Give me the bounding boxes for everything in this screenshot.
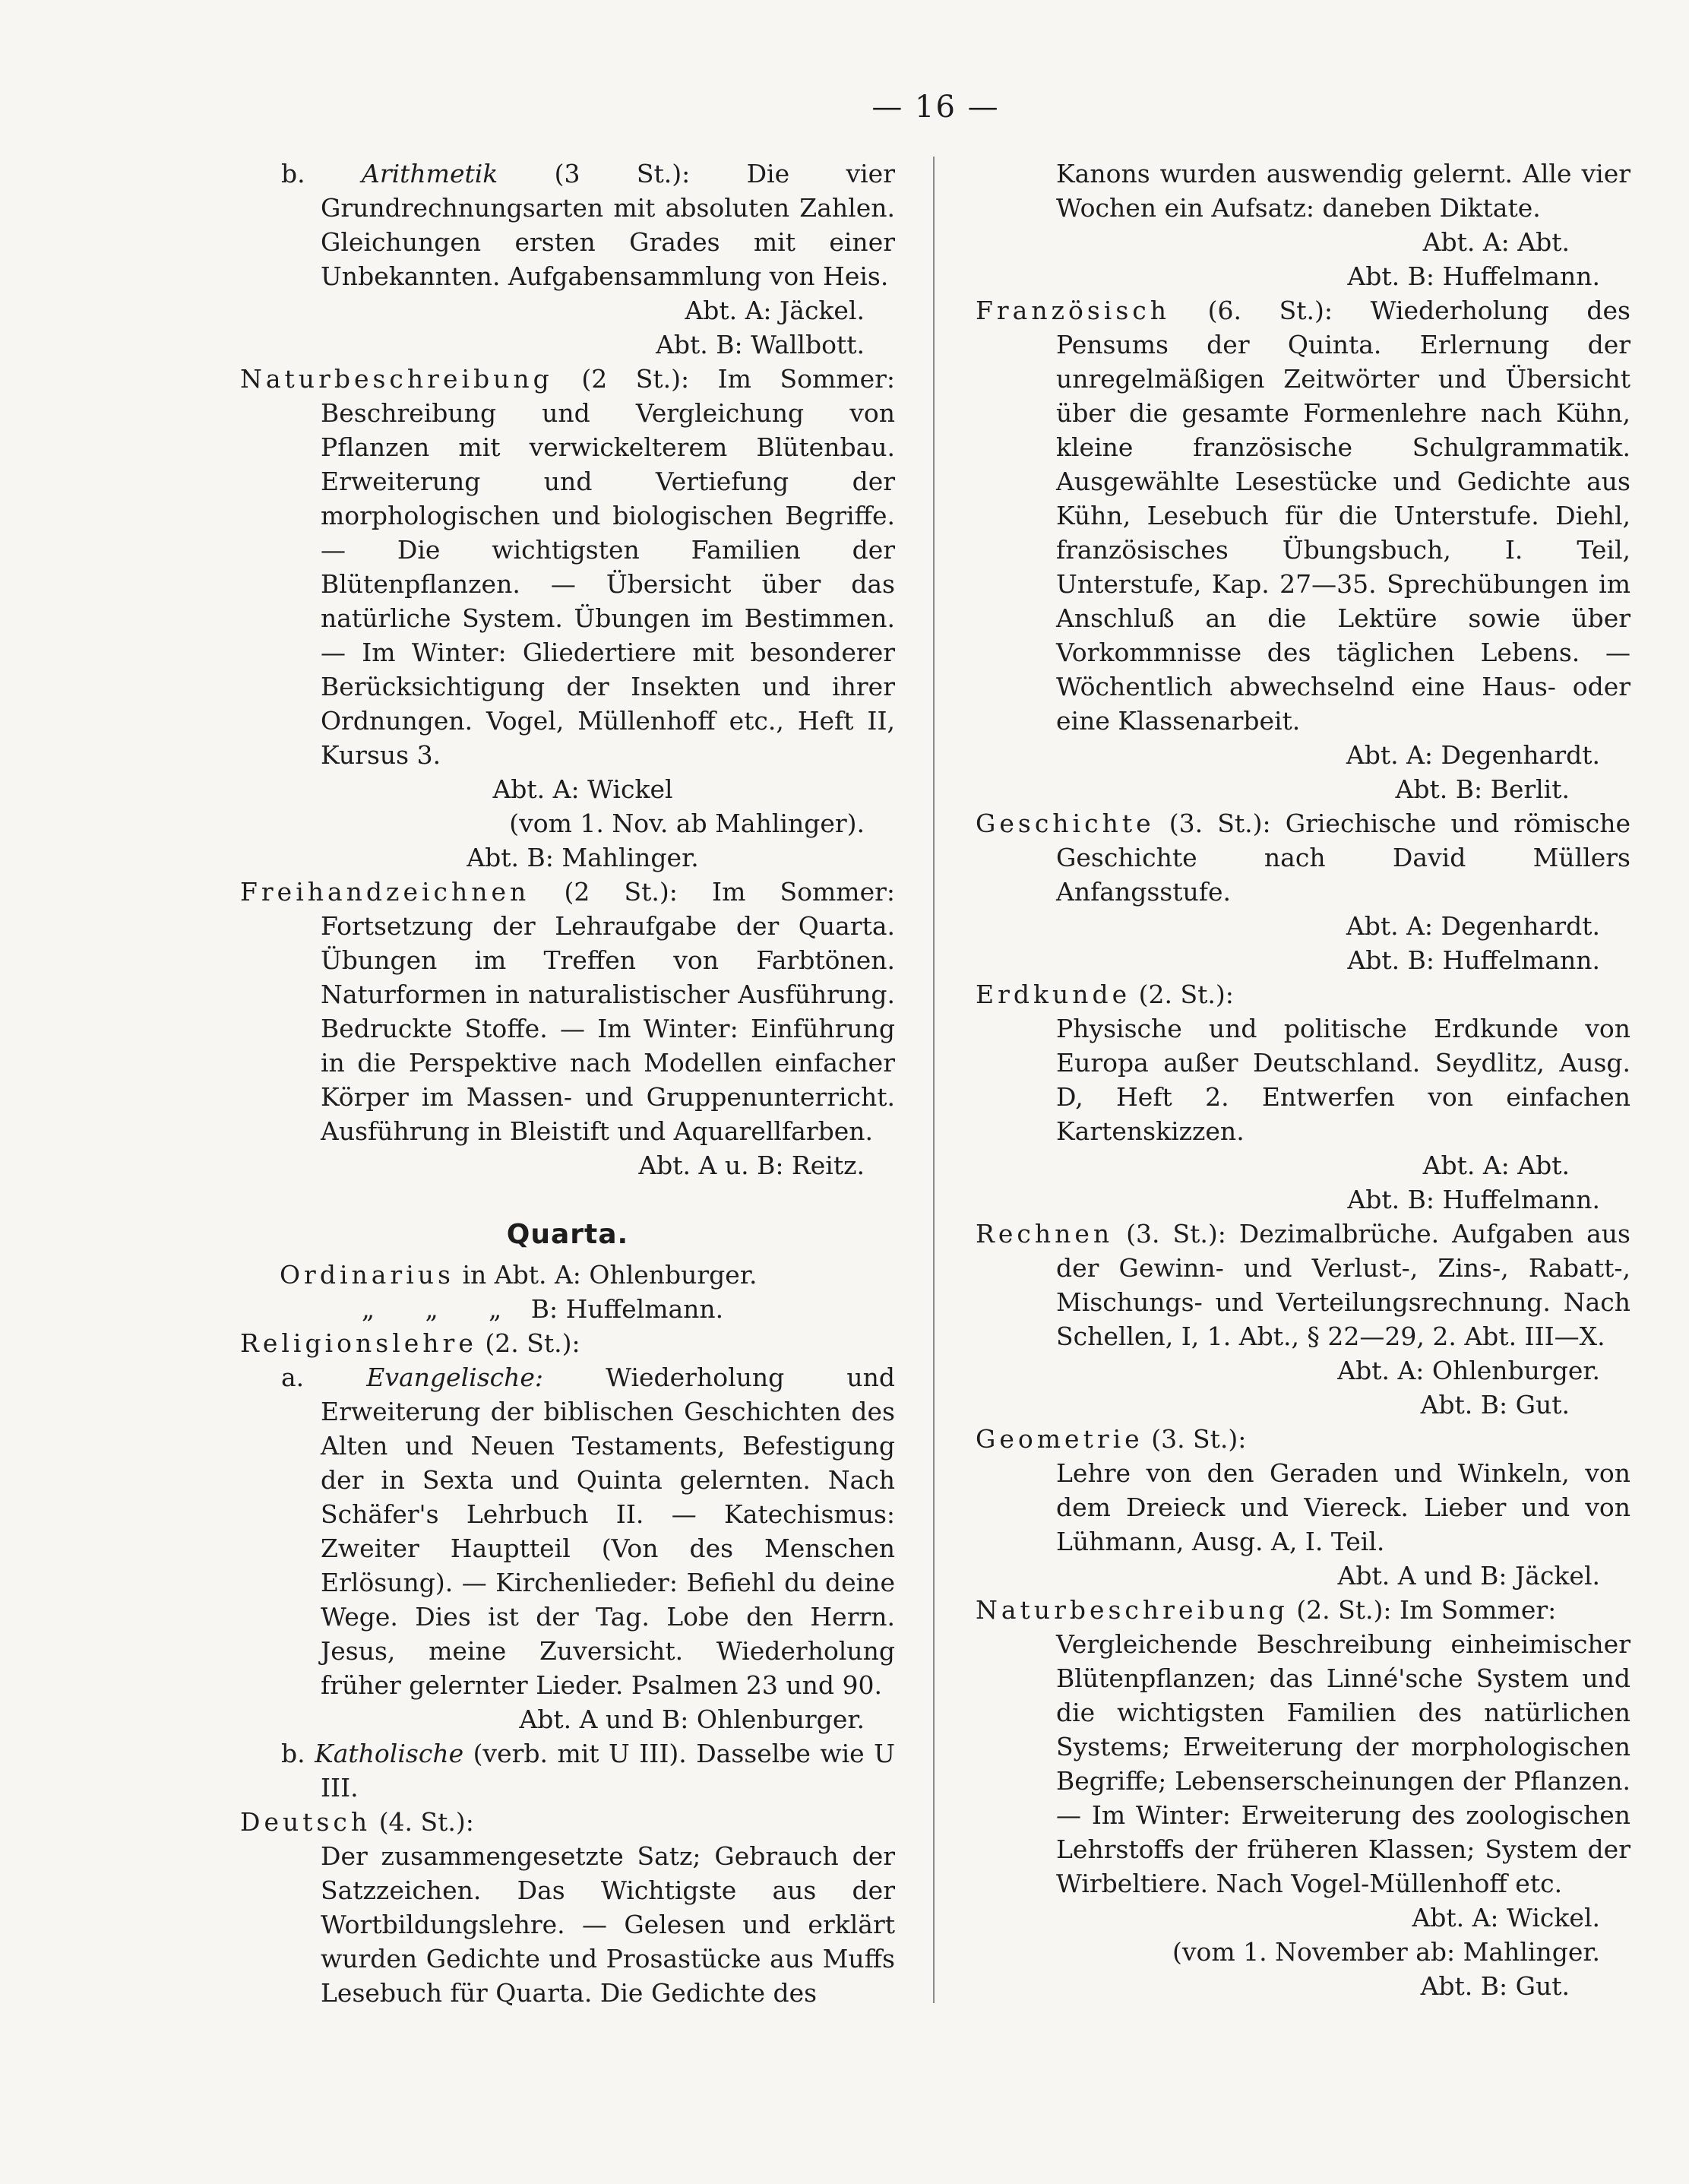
left-column: [240, 157, 895, 2010]
rechnen-abt-a: Abt. A: Ohlenburger.: [1337, 1356, 1600, 1385]
religion-a-text: Wiederholung und Erweiterung der biblischen Geschichten des Alten und Neuen Testaments, Befestigung der in Sexta und Quinta gelernten. Nach Schäfer's Lehrbuch II. — Katechismus: Zweiter Hauptteil (Von des Menschen Erlösung). — Kirchenlieder: Befiehl du deine Wege. Dies ist der Tag. Lobe den Herrn. Jesus, meine Zuversicht. Wiederholung früher gelernter Lieder. Psalmen 23 und 90.: [321, 1363, 895, 1700]
geometrie-label: Geometrie: [976, 1424, 1143, 1454]
ordinarius-b-value: B: Huffelmann.: [530, 1294, 724, 1324]
religion-katholisch: [240, 1736, 895, 1805]
column-divider: [933, 157, 935, 2003]
deutsch-text: Der zusammengesetzte Satz; Gebrauch der Satzzeichen. Das Wichtigste aus der Wortbildungslehre. — Gelesen und erklärt wurden Gedichte und Prosastücke aus Muffs Lesebuch für Quarta. Die Gedichte des: [321, 1841, 895, 2008]
rechnen-entry: [976, 1217, 1630, 1353]
deutsch-abt-b: Abt. B: Huffelmann.: [1347, 261, 1600, 291]
naturbeschreibung2-label: Naturbeschreibung: [976, 1595, 1289, 1625]
arithmetik-text: (3 St.): Die vier Grundrechnungsarten mit absoluten Zahlen. Gleichungen ersten Grades mit einer Unbekannten. Aufgabensammlung von Heis.: [321, 159, 895, 291]
franzoesisch-label: Französisch: [976, 296, 1171, 325]
erdkunde-suffix: (2. St.):: [1138, 980, 1234, 1009]
naturbeschreibung-label: Naturbeschreibung: [240, 364, 553, 394]
ordinarius-label: Ordinarius: [280, 1260, 454, 1290]
deutsch-continued-text: Kanons wurden auswendig gelernt. Alle vier Wochen ein Aufsatz: daneben Diktate.: [1056, 159, 1630, 223]
geschichte-entry: [976, 806, 1630, 909]
right-column: [976, 157, 1630, 2003]
religion-evangelisch: [240, 1360, 895, 1702]
naturbeschreibung2-heading: [976, 1593, 1630, 1627]
deutsch-label: Deutsch: [240, 1807, 372, 1837]
deutsch-heading: [240, 1805, 895, 1839]
naturbeschreibung-abt-a: Abt. A: Wickel: [492, 774, 673, 804]
erdkunde-text: Physische und politische Erdkunde von Europa außer Deutschland. Seydlitz, Ausg. D, Heft 2. Entwerfen von einfachen Kartenskizzen.: [1056, 1014, 1630, 1146]
religionslehre-suffix: (2. St.):: [485, 1328, 580, 1358]
geschichte-text: (3. St.): Griechische und römische Geschichte nach David Müllers Anfangsstufe.: [1056, 809, 1630, 907]
erdkunde-abt-b: Abt. B: Huffelmann.: [1347, 1185, 1600, 1214]
geschichte-abt-a: Abt. A: Degenhardt.: [1346, 911, 1600, 941]
religion-b-label: Katholische: [315, 1739, 464, 1768]
page-number: — 16 —: [871, 90, 1000, 125]
naturbeschreibung2-abt-a: Abt. A: Wickel.: [1412, 1903, 1600, 1932]
naturbeschreibung-abt-b: Abt. B: Mahlinger.: [467, 843, 699, 872]
naturbeschreibung-text: (2 St.): Im Sommer: Beschreibung und Vergleichung von Pflanzen mit verwickelterem Blütenbau. Erweiterung und Vertiefung der morphologischen und biologischen Begriffe. — Die wichtigsten Familien der Blütenpflanzen. — Übersicht über das natürliche System. Übungen im Bestimmen. — Im Winter: Gliedertiere mit besonderer Berücksichtigung der Insekten und ihrer Ordnungen. Vogel, Müllenhoff etc., Heft II, Kursus 3.: [321, 364, 895, 770]
erdkunde-abt-a: Abt. A: Abt.: [1422, 1151, 1570, 1180]
naturbeschreibung-entry: [240, 362, 895, 772]
geometrie-heading: [976, 1422, 1630, 1456]
franzoesisch-text: (6. St.): Wiederholung des Pensums der Quinta. Erlernung der unregelmäßigen Zeitwörter und Übersicht über die gesamte Formenlehre nach Kühn, kleine französische Schulgrammatik. Ausgewählte Lesestücke und Gedichte aus Kühn, Lesebuch für die Unterstufe. Diehl, französisches Übungsbuch, I. Teil, Unterstufe, Kap. 27—35. Sprechübungen im Anschluß an die Lektüre sowie über Vorkommnisse des täglichen Lebens. — Wöchentlich abwechselnd eine Haus- oder eine Klassenarbeit.: [1056, 296, 1630, 736]
religion-b-prefix: b.: [281, 1739, 305, 1768]
freihandzeichnen-entry: [240, 875, 895, 1148]
geometrie-text: Lehre von den Geraden und Winkeln, von dem Dreieck und Viereck. Lieber und von Lühmann, Ausg. A, I. Teil.: [1056, 1458, 1630, 1556]
ordinarius-a: [240, 1258, 895, 1292]
religion-a-prefix: a.: [281, 1363, 305, 1392]
ordinarius-b: [240, 1292, 895, 1326]
naturbeschreibung2-text: Vergleichende Beschreibung einheimischer Blütenpflanzen; das Linné'sche System und die wichtigsten Familien des natürlichen Systems; Erweiterung der morphologischen Begriffe; Lebenserscheinungen der Pflanzen. — Im Winter: Erweiterung des zoologischen Lehrstoffs der früheren Klassen; System der Wirbeltiere. Nach Vogel-Müllenhoff etc.: [1056, 1629, 1630, 1898]
rechnen-label: Rechnen: [976, 1219, 1114, 1249]
naturbeschreibung2-abt-b: Abt. B: Gut.: [1420, 1971, 1570, 2001]
arithmetik-label: Arithmetik: [361, 159, 498, 188]
freihandzeichnen-text: (2 St.): Im Sommer: Fortsetzung der Lehraufgabe der Quarta. Übungen im Treffen von Farbtönen. Naturformen in naturalistischer Ausführung. Bedruckte Stoffe. — Im Winter: Einführung in die Perspektive nach Modellen einfacher Körper im Massen- und Gruppenunterricht. Ausführung in Bleistift und Aquarellfarben.: [321, 877, 895, 1146]
rechnen-abt-b: Abt. B: Gut.: [1420, 1390, 1570, 1420]
erdkunde-heading: [976, 977, 1630, 1011]
religionslehre-heading: [240, 1326, 895, 1360]
section-heading-quarta: Quarta.: [506, 1219, 629, 1250]
religionslehre-label: Religionslehre: [240, 1328, 477, 1358]
naturbeschreibung2-abt-a-note: (vom 1. November ab: Mahlinger.: [1172, 1937, 1600, 1967]
religion-a-abt: Abt. A und B: Ohlenburger.: [519, 1704, 865, 1734]
ditto-marks: „ „ „: [362, 1294, 523, 1324]
geschichte-label: Geschichte: [976, 809, 1155, 838]
naturbeschreibung-abt-a-note: (vom 1. Nov. ab Mahlinger).: [509, 809, 865, 838]
deutsch-suffix: (4. St.):: [378, 1807, 474, 1837]
freihandzeichnen-abt: Abt. A u. B: Reitz.: [638, 1151, 865, 1180]
geometrie-suffix: (3. St.):: [1151, 1424, 1247, 1454]
religion-b-text: (verb. mit U III). Dasselbe wie U III.: [321, 1739, 895, 1803]
arithmetik-entry: [240, 157, 895, 293]
arithmetik-prefix: b.: [281, 159, 305, 188]
geschichte-abt-b: Abt. B: Huffelmann.: [1347, 945, 1600, 975]
rechnen-text: (3. St.): Dezimalbrüche. Aufgaben aus der Gewinn- und Verlust-, Zins-, Rabatt-, Mischungs- und Verteilungsrechnung. Nach Schellen, I, 1. Abt., § 22—29, 2. Abt. III—X.: [1056, 1219, 1630, 1351]
erdkunde-label: Erdkunde: [976, 980, 1131, 1009]
franzoesisch-abt-a: Abt. A: Degenhardt.: [1346, 740, 1600, 770]
ordinarius-a-value: in Abt. A: Ohlenburger.: [462, 1260, 758, 1290]
deutsch-abt-a: Abt. A: Abt.: [1422, 227, 1570, 257]
franzoesisch-entry: [976, 293, 1630, 738]
franzoesisch-abt-b: Abt. B: Berlit.: [1395, 774, 1570, 804]
arithmetik-abt-a: Abt. A: Jäckel.: [685, 296, 865, 325]
freihandzeichnen-label: Freihandzeichnen: [240, 877, 530, 907]
geometrie-abt: Abt. A und B: Jäckel.: [1337, 1561, 1600, 1591]
religion-a-label: Evangelische:: [366, 1363, 544, 1392]
naturbeschreibung2-suffix: (2. St.): Im Sommer:: [1296, 1595, 1557, 1625]
arithmetik-abt-b: Abt. B: Wallbott.: [656, 330, 865, 359]
